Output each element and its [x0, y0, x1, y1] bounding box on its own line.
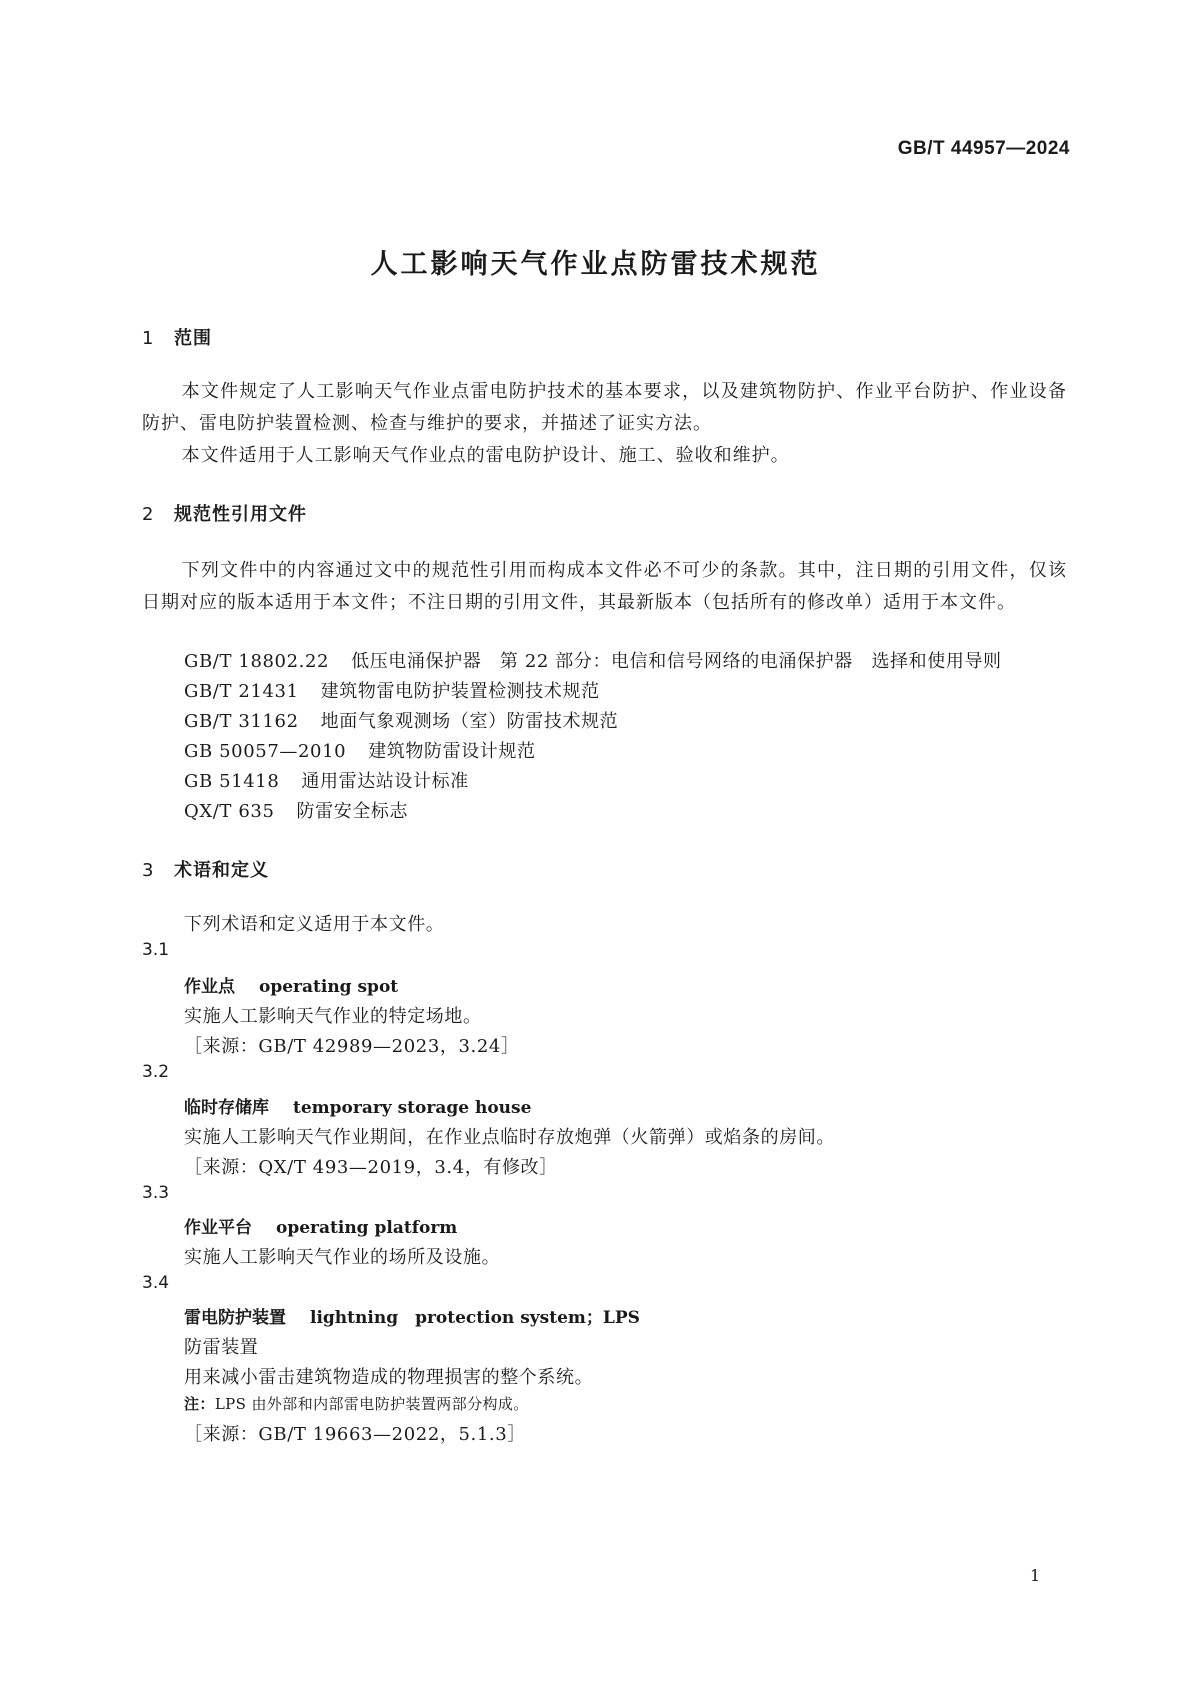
- reference-title: 建筑物雷电防护装置检测技术规范: [320, 681, 600, 702]
- term-en: temporary storage house: [293, 1098, 532, 1118]
- section-1-paragraph-2: 本文件适用于人工影响天气作业点的雷电防护设计、施工、验收和维护。: [181, 445, 790, 466]
- term-heading: [184, 1093, 531, 1118]
- section-2-heading: [142, 500, 307, 526]
- section-title: 规范性引用文件: [174, 504, 307, 525]
- term-en: lightning protection system；LPS: [310, 1308, 640, 1328]
- reference-code: GB/T 31162: [184, 711, 299, 732]
- term-heading: [184, 1213, 457, 1238]
- term-en: operating platform: [276, 1218, 458, 1238]
- reference-title: 地面气象观测场（室）防雷技术规范: [320, 711, 619, 732]
- section-1-paragraph-1: 本文件规定了人工影响天气作业点雷电防护技术的基本要求，以及建筑物防护、作业平台防护、作业设备防护、雷电防护装置检测、检查与维护的要求，并描述了证实方法。: [142, 381, 1067, 434]
- term-zh: 临时存储库: [184, 1098, 269, 1118]
- section-2-paragraph-1: 下列文件中的内容通过文中的规范性引用而构成本文件必不可少的条款。其中，注日期的引用文件，仅该日期对应的版本适用于本文件；不注日期的引用文件，其最新版本（包括所有的修改单）适用于本文件。: [142, 560, 1067, 613]
- reference-code: GB 50057—2010: [184, 741, 347, 762]
- term-alternative: 防雷装置: [184, 1337, 259, 1358]
- section-3-heading: [142, 856, 269, 882]
- term-definition: 用来减小雷击建筑物造成的物理损害的整个系统。: [184, 1367, 594, 1388]
- term-en: operating spot: [259, 977, 399, 997]
- reference-item: [184, 647, 1002, 673]
- term-number: 3.1: [142, 940, 170, 960]
- term-heading: [184, 972, 398, 997]
- reference-title: 低压电涌保护器 第 22 部分：电信和信号网络的电涌保护器 选择和使用导则: [351, 651, 1002, 672]
- section-number: 1: [142, 328, 155, 349]
- term-source: ［来源：GB/T 42989—2023，3.24］: [184, 1036, 520, 1057]
- reference-code: GB/T 18802.22: [184, 651, 330, 672]
- reference-item: [184, 677, 600, 703]
- term-source: ［来源：GB/T 19663—2022，5.1.3］: [184, 1424, 526, 1445]
- term-note: [184, 1393, 529, 1414]
- reference-title: 建筑物防雷设计规范: [368, 741, 536, 762]
- term-zh: 雷电防护装置: [184, 1308, 286, 1328]
- section-number: 2: [142, 504, 155, 525]
- section-3-intro: 下列术语和定义适用于本文件。: [184, 914, 445, 935]
- standard-number: GB/T 44957—2024: [897, 138, 1070, 159]
- term-zh: 作业点: [184, 977, 235, 997]
- term-number: 3.4: [142, 1273, 170, 1293]
- reference-item: [184, 737, 536, 763]
- note-label: 注：: [184, 1395, 215, 1413]
- term-source: ［来源：QX/T 493—2019，3.4，有修改］: [184, 1157, 558, 1178]
- document-title: 人工影响天气作业点防雷技术规范: [370, 249, 821, 280]
- reference-title: 防雷安全标志: [296, 801, 409, 822]
- reference-title: 通用雷达站设计标准: [301, 771, 469, 792]
- term-number: 3.2: [142, 1062, 170, 1082]
- reference-code: GB 51418: [184, 771, 280, 792]
- term-definition: 实施人工影响天气作业期间，在作业点临时存放炮弹（火箭弹）或焰条的房间。: [184, 1127, 835, 1148]
- term-heading: [184, 1303, 640, 1328]
- term-zh: 作业平台: [184, 1218, 252, 1238]
- term-definition: 实施人工影响天气作业的特定场地。: [184, 1006, 482, 1027]
- reference-item: [184, 707, 618, 733]
- section-title: 范围: [174, 328, 212, 349]
- reference-item: [184, 797, 408, 823]
- section-title: 术语和定义: [174, 860, 269, 881]
- page-number: 1: [1030, 1566, 1041, 1585]
- reference-code: QX/T 635: [184, 801, 275, 822]
- reference-item: [184, 767, 469, 793]
- note-text: LPS 由外部和内部雷电防护装置两部分构成。: [214, 1395, 529, 1413]
- reference-code: GB/T 21431: [184, 681, 299, 702]
- term-number: 3.3: [142, 1183, 170, 1203]
- section-1-heading: [142, 324, 212, 350]
- section-number: 3: [142, 860, 155, 881]
- term-definition: 实施人工影响天气作业的场所及设施。: [184, 1247, 501, 1268]
